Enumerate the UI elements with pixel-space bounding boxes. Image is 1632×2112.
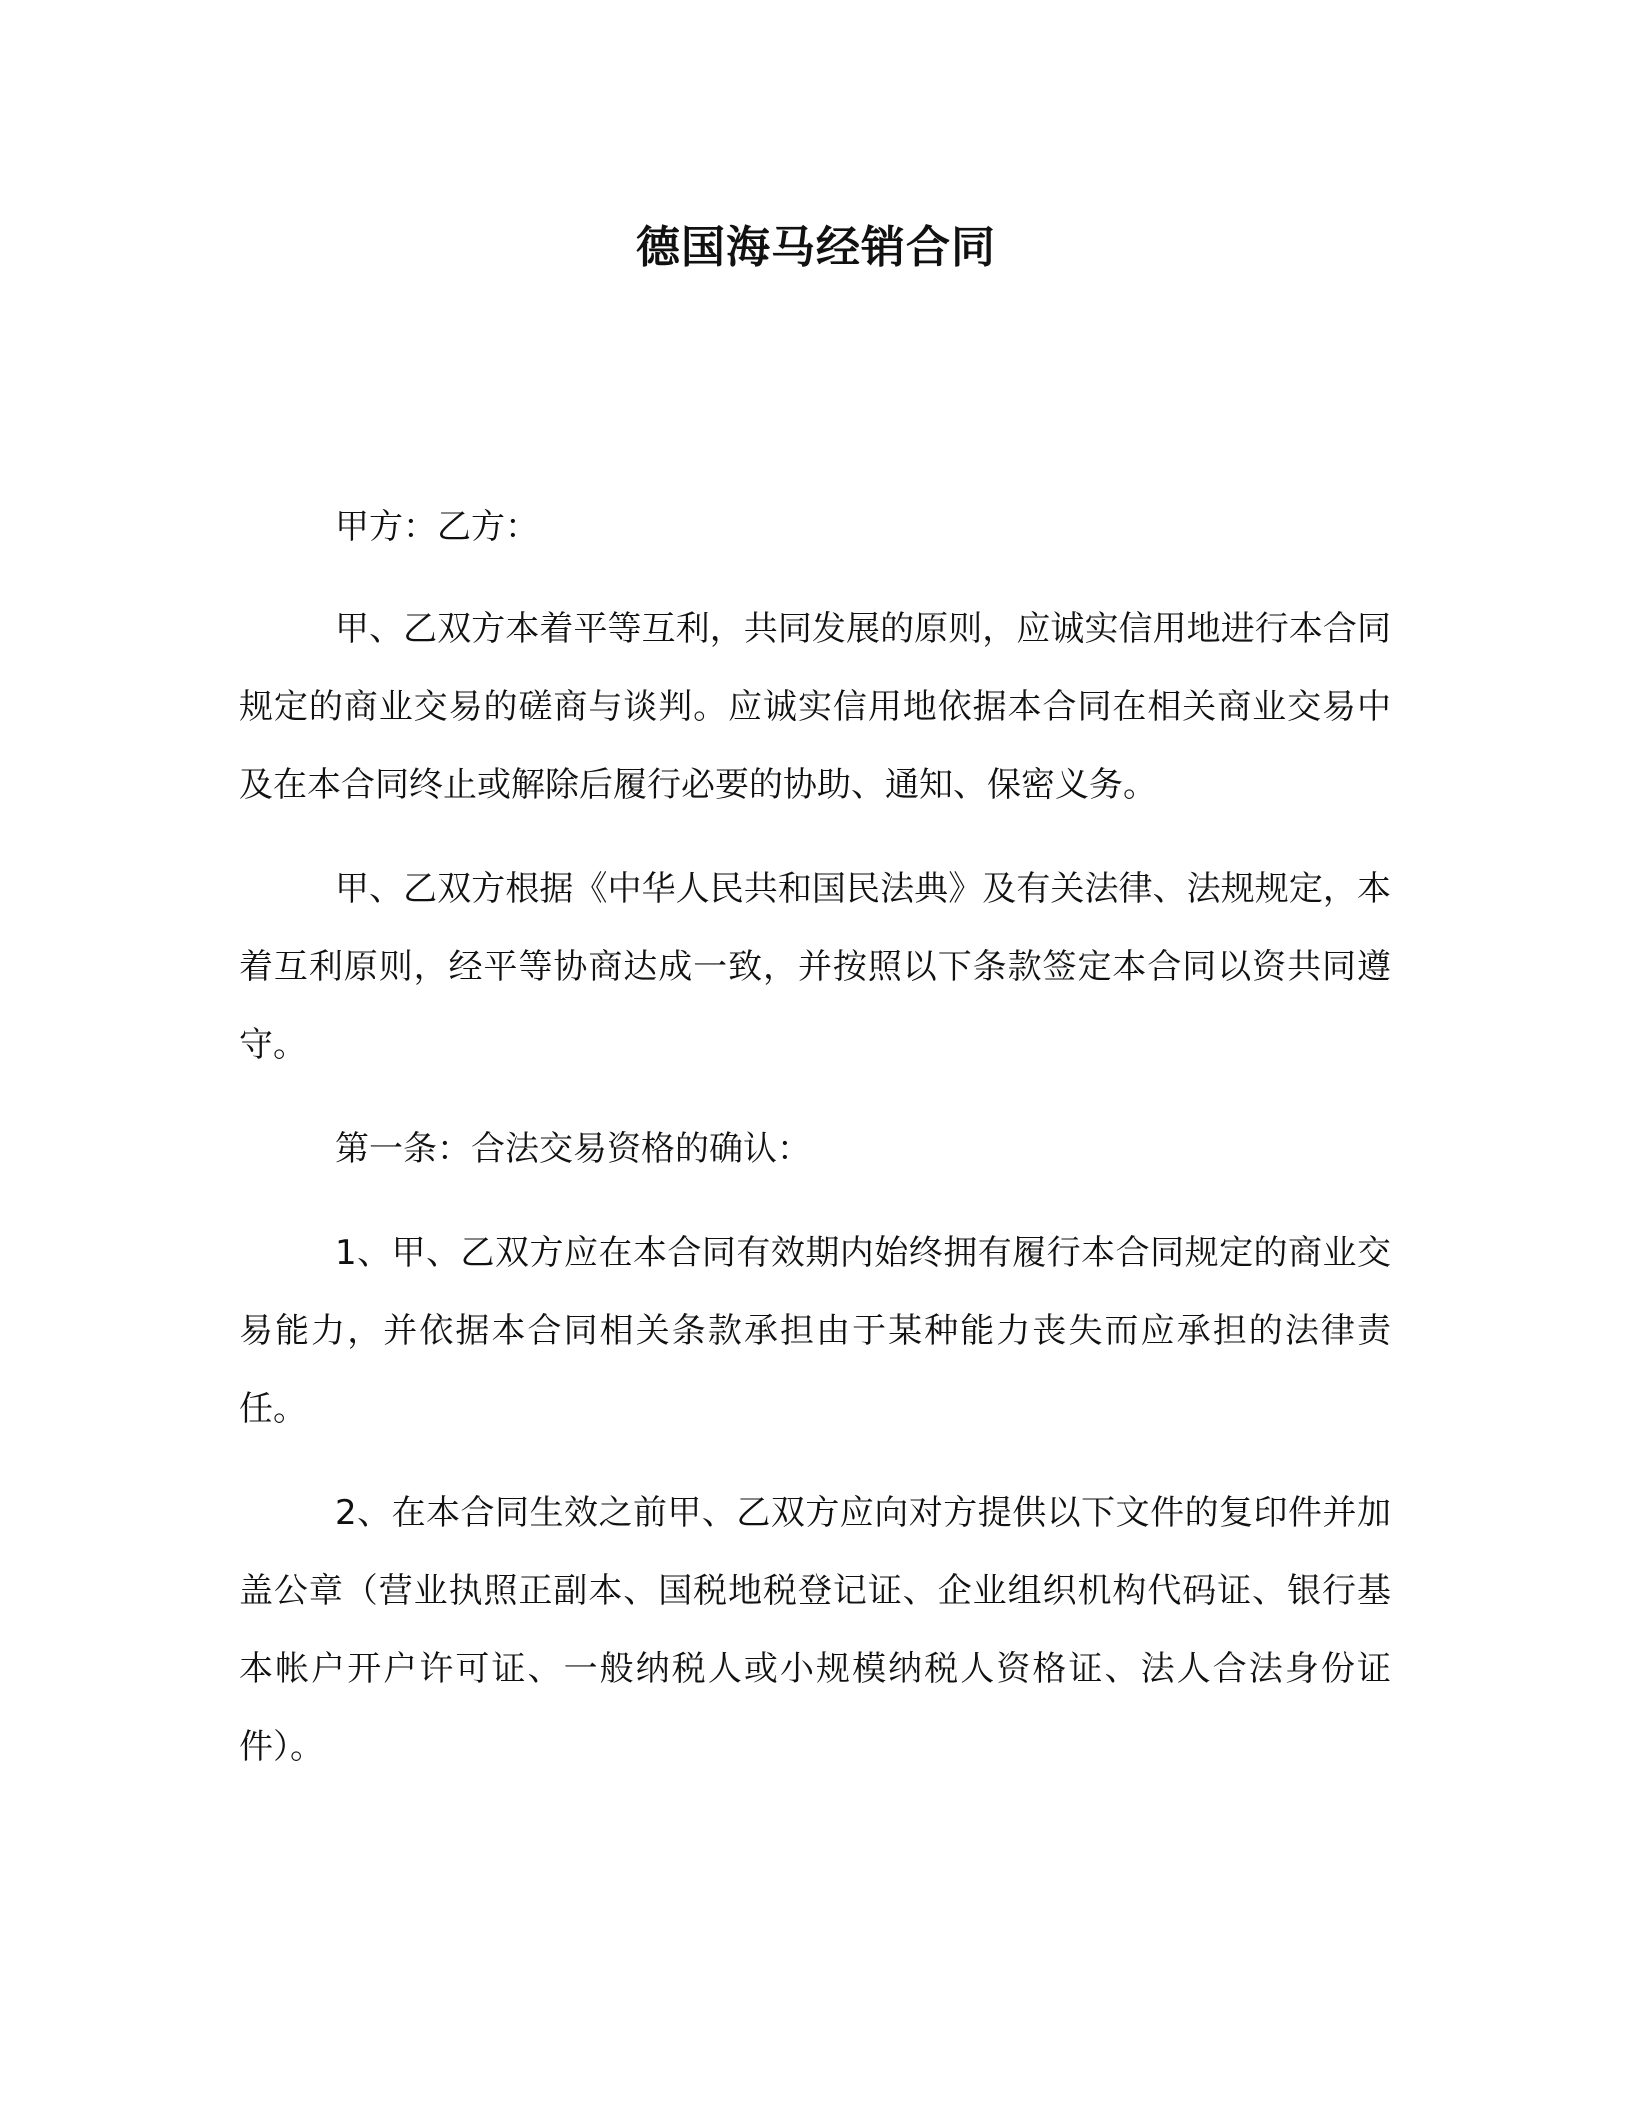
document-body — [239, 488, 1391, 1812]
paragraph-legal-basis: 甲、乙双方根据《中华人民共和国民法典》及有关法律、法规规定，本着互利原则，经平等协商达成一致，并按照以下条款签定本合同以资共同遵守。 — [239, 869, 1391, 1065]
article-1-clause-2: 2、在本合同生效之前甲、乙双方应向对方提供以下文件的复印件并加盖公章（营业执照正副本、国税地税登记证、企业组织机构代码证、银行基本帐户开户许可证、一般纳税人或小规模纳税人资格证、法人合法身份证件）。 — [239, 1493, 1391, 1767]
parties-line: 甲方：乙方： — [335, 507, 539, 547]
paragraph-principles: 甲、乙双方本着平等互利，共同发展的原则，应诚实信用地进行本合同规定的商业交易的磋商与谈判。应诚实信用地依据本合同在相关商业交易中及在本合同终止或解除后履行必要的协助、通知、保密义务。 — [239, 609, 1391, 805]
article-1-heading: 第一条：合法交易资格的确认： — [335, 1129, 811, 1169]
document-title: 德国海马经销合同 — [636, 222, 996, 273]
article-1-clause-1: 1、甲、乙双方应在本合同有效期内始终拥有履行本合同规定的商业交易能力，并依据本合同相关条款承担由于某种能力丧失而应承担的法律责任。 — [239, 1233, 1391, 1429]
